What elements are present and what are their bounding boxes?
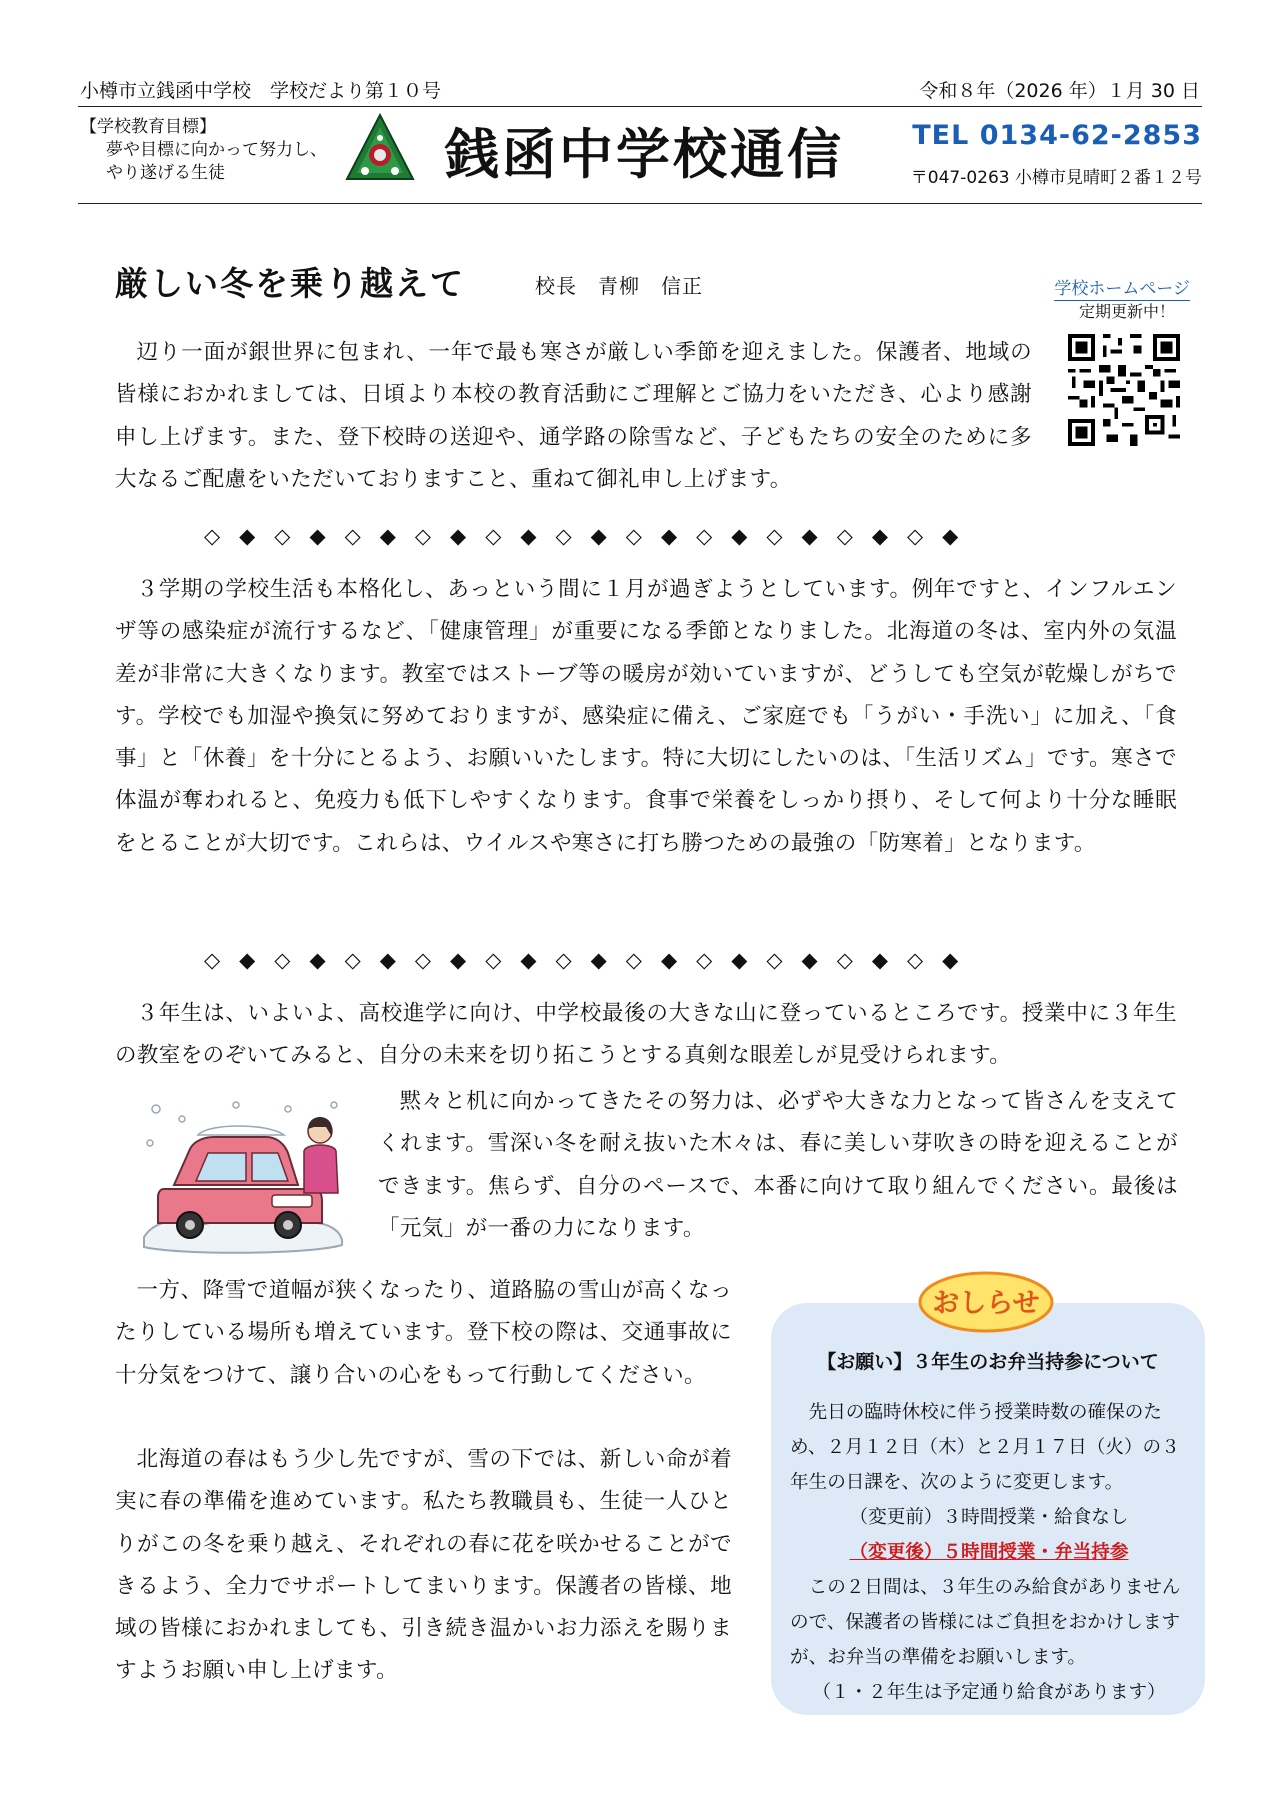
diamond-divider-2: ◇◆◇◆◇◆◇◆◇◆◇◆◇◆◇◆◇◆◇◆◇◆ (204, 948, 978, 972)
article-paragraph-5: 一方、降雪で道幅が狭くなったり、道路脇の雪山が高くなったりしている場所も増えています。登下校の際は、交通事故に十分気をつけて、譲り合いの心をもって行動してください。 (115, 1278, 732, 1388)
issue-date: 令和８年（2026 年）１月 30 日 (919, 80, 1200, 102)
school-address: 〒047-0263 小樽市見晴町２番１２号 (910, 168, 1202, 188)
notice-before: （変更前）３時間授業・給食なし (849, 1507, 1129, 1528)
school-phone: TEL 0134-62-2853 (912, 120, 1202, 151)
article-paragraph-1: 辺り一面が銀世界に包まれ、一年で最も寒さが厳しい季節を迎えました。保護者、地域の皆様におかれましては、日頃より本校の教育活動にご理解とご協力をいただき、心より感謝申し上げます。また、登下校時の送迎や、通学路の除雪など、子どもたちの安全のために多大なるご配慮をいただいておりますこと、重ねて御礼申し上げます。 (115, 340, 1032, 492)
school-issue: 小樽市立銭函中学校 学校だより第１０号 (80, 80, 442, 102)
homepage-link[interactable]: 学校ホームページ (1054, 274, 1190, 301)
article-paragraph-3: ３年生は、いよいよ、高校進学に向け、中学校最後の大きな山に登っているところです。授業中に３年生の教室をのぞいてみると、自分の未来を切り拓こうとする真剣な眼差しが見受けられます。 (115, 1001, 1177, 1069)
notice-body-2: この２日間は、３年生のみ給食がありませんので、保護者の皆様にはご負担をおかけしますが、お弁当の準備をお願いします。 (790, 1577, 1181, 1668)
goal-line-1: 夢や目標に向かって努力し、 (106, 140, 327, 160)
header-divider-top (78, 106, 1202, 107)
notice-badge-icon (916, 1270, 1056, 1334)
notice-after: （変更後）５時間授業・弁当持参 (849, 1542, 1129, 1563)
article-author: 校長 青柳 信正 (535, 274, 703, 298)
qr-code-icon[interactable] (1068, 334, 1180, 446)
notice-note: （１・２年生は予定通り給食があります） (812, 1682, 1166, 1703)
school-emblem-icon (345, 113, 415, 185)
snow-car-illustration-icon (138, 1097, 348, 1259)
goal-line-2: やり遂げる生徒 (106, 163, 225, 183)
notice-body (790, 1395, 1188, 1710)
goal-label: 【学校教育目標】 (80, 117, 216, 137)
homepage-note: 定期更新中！ (1078, 302, 1175, 321)
article-paragraph-2: ３学期の学校生活も本格化し、あっという間に１月が過ぎようとしています。例年ですと、インフルエンザ等の感染症が流行するなど、「健康管理」が重要になる季節となりました。北海道の冬は、室内外の気温差が非常に大きくなります。教室ではストーブ等の暖房が効いていますが、どうしても空気が乾燥しがちです。学校でも加湿や換気に努めておりますが、感染症に備え、ご家庭でも「うがい・手洗い」に加え、「食事」と「休養」を十分にとるよう、お願いいたします。特に大切にしたいのは、「生活リズム」です。寒さで体温が奪われると、免疫力も低下しやすくなります。食事で栄養をしっかり摂り、そして何より十分な睡眠をとることが大切です。これらは、ウイルスや寒さに打ち勝つための最強の「防寒着」となります。 (115, 577, 1177, 856)
notice-heading: 【お願い】３年生のお弁当持参について (817, 1351, 1159, 1373)
header-divider-bottom (78, 203, 1202, 204)
article-paragraph-4: 黙々と机に向かってきたその努力は、必ずや大きな力となって皆さんを支えてくれます。雪深い冬を耐え抜いた木々は、春に美しい芽吹きの時を迎えることができます。焦らず、自分のペースで、本番に向けて取り組んでください。最後は「元気」が一番の力になります。 (378, 1089, 1178, 1241)
article-paragraph-6: 北海道の春はもう少し先ですが、雪の下では、新しい命が着実に春の準備を進めています。私たち教職員も、生徒一人ひとりがこの冬を乗り越え、それぞれの春に花を咲かせることができるよう、全力でサポートしてまいります。保護者の皆様、地域の皆様におかれましても、引き続き温かいお力添えを賜りますようお願い申し上げます。 (115, 1447, 732, 1684)
notice-badge-text: おしらせ (932, 1288, 1040, 1319)
article-title: 厳しい冬を乗り越えて (115, 264, 465, 303)
diamond-divider-1: ◇◆◇◆◇◆◇◆◇◆◇◆◇◆◇◆◇◆◇◆◇◆ (204, 524, 978, 548)
newsletter-masthead: 銭函中学校通信 (445, 122, 844, 186)
school-goal (80, 116, 327, 185)
notice-body-1: 先日の臨時休校に伴う授業時数の確保のため、２月１２日（木）と２月１７日（火）の３年生の日課を、次のように変更します。 (790, 1402, 1180, 1493)
